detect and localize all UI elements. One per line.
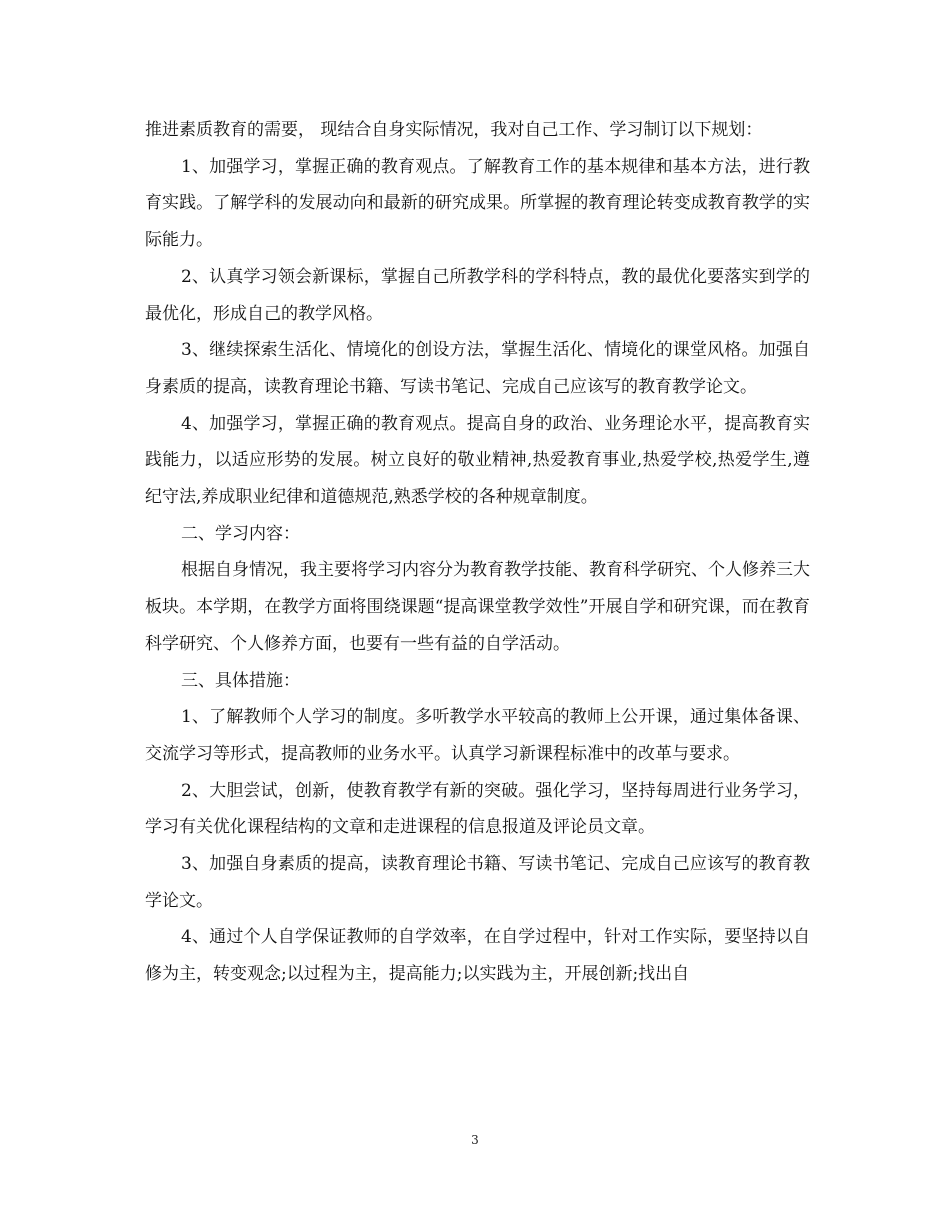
paragraph-item-4: 4、加强学习，掌握正确的教育观点。提高自身的政治、业务理论水平，提高教育实践能力，以适应形势的发展。树立良好的敬业精神,热爱教育事业,热爱学校,热爱学生,遵纪守法,养成职业纪律和道德规范,熟悉学校的各种规章制度。 (145, 413, 810, 508)
paragraph-measure-1: 1、了解教师个人学习的制度。多听教学水平较高的教师上公开课，通过集体备课、交流学习等形式，提高教师的业务水平。认真学习新课程标准中的改革与要求。 (145, 707, 810, 764)
page-number: 3 (471, 1133, 479, 1147)
paragraph-item-3: 3、继续探索生活化、情境化的创设方法，掌握生活化、情境化的课堂风格。加强自身素质的提高，读教育理论书籍、写读书笔记、完成自己应该写的教育教学论文。 (145, 340, 810, 397)
section-heading-measures: 三、具体措施： (181, 670, 300, 691)
paragraph-item-1: 1、加强学习，掌握正确的教育观点。了解教育工作的基本规律和基本方法，进行教育实践。了解学科的发展动向和最新的研究成果。所掌握的教育理论转变成教育教学的实际能力。 (145, 156, 810, 251)
paragraph-item-2: 2、认真学习领会新课标，掌握自己所教学科的学科特点，教的最优化要落实到学的最优化，形成自己的教学风格。 (145, 266, 810, 324)
paragraph-intro: 推进素质教育的需要， 现结合自身实际情况，我对自己工作、学习制订以下规划： (145, 120, 763, 140)
document-body (145, 112, 810, 993)
paragraph-measure-3: 3、加强自身素质的提高，读教育理论书籍、写读书笔记、完成自己应该写的教育教学论文。 (145, 854, 810, 911)
paragraph-learning-content: 根据自身情况，我主要将学习内容分为教育教学技能、教育科学研究、个人修养三大板块。本学期，在教学方面将围绕课题“提高课堂教学效性”开展自学和研究课，而在教育科学研究、个人修养方面，也要有一些有益的自学活动。 (145, 560, 810, 654)
section-heading-learning-content: 二、学习内容： (181, 523, 300, 544)
paragraph-measure-4: 4、通过个人自学保证教师的自学效率，在自学过程中，针对工作实际，要坚持以自修为主，转变观念;以过程为主，提高能力;以实践为主，开展创新;找出自 (145, 927, 810, 985)
paragraph-measure-2: 2、大胆尝试，创新，使教育教学有新的突破。强化学习，坚持每周进行业务学习，学习有关优化课程结构的文章和走进课程的信息报道及评论员文章。 (145, 780, 810, 838)
